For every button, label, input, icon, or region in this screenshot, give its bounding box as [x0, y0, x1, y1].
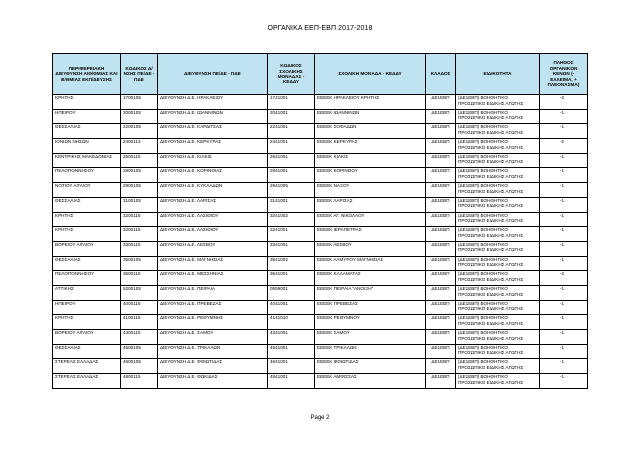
cell-specialty: [456, 344, 540, 359]
cell-directorate: ΔΙΕΥΘΥΝΣΗ Δ.Ε. ΛΑΣΙΘΙΟΥ: [158, 227, 268, 242]
specialty-line-1: (ΔΕ1ΕΒΠ) ΒΟΗΘΗΤΙΚΟ: [458, 124, 508, 130]
cell-directorate: ΔΙΕΥΘΥΝΣΗ Δ.Ε. ΦΩΚΙΔΑΣ: [158, 374, 268, 389]
cell-vacancies: -1: [540, 374, 588, 389]
cell-dir-code: 2400113: [121, 139, 158, 154]
cell-specialty: [456, 271, 540, 286]
cell-vacancies: -1: [540, 315, 588, 330]
table-row: [53, 271, 588, 286]
cell-vacancies: -1: [540, 256, 588, 271]
cell-directorate: ΔΙΕΥΘΥΝΣΗ Δ.Ε. ΣΑΜΟΥ: [158, 330, 268, 345]
specialty-line-2: ΠΡΟΣΩΠΙΚΟ ΕΙΔΙΚΗΣ ΑΓΩΓΗΣ: [458, 218, 524, 224]
cell-school: ΕΕΕΕΚ ΠΕΙΡΑΙΑ "ΑΝΟΙΞΗ": [315, 285, 426, 300]
cell-specialty: [456, 109, 540, 124]
cell-vacancies: -1: [540, 168, 588, 183]
specialty-line-1: (ΔΕ1ΕΒΠ) ΒΟΗΘΗΤΙΚΟ: [458, 212, 508, 218]
specialty-line-2: ΠΡΟΣΩΠΙΚΟ ΕΙΔΙΚΗΣ ΑΓΩΓΗΣ: [458, 335, 524, 341]
cell-dir-code: 3600115: [121, 271, 158, 286]
specialty-line-1: (ΔΕ1ΕΒΠ) ΒΟΗΘΗΤΙΚΟ: [458, 330, 508, 335]
cell-directorate: ΔΙΕΥΘΥΝΣΗ Δ.Ε. ΚΕΡΚΥΡΑΣ: [158, 139, 268, 154]
cell-dir-code: 4100115: [121, 315, 158, 330]
specialty-line-2: ΠΡΟΣΩΠΙΚΟ ΕΙΔΙΚΗΣ ΑΓΩΓΗΣ: [458, 174, 524, 180]
table-header: [53, 54, 588, 95]
cell-vacancies: -1: [540, 183, 588, 198]
specialty-line-1: (ΔΕ1ΕΒΠ) ΒΟΗΘΗΤΙΚΟ: [458, 271, 508, 277]
cell-directorate: ΔΙΕΥΘΥΝΣΗ Δ.Ε. ΗΡΑΚΛΕΙΟΥ: [158, 95, 268, 110]
header-school: ΣΧΟΛΙΚΗ ΜΟΝΑΔΑ - ΚΕΔΔΥ: [315, 54, 426, 95]
cell-dir-code: 2200105: [121, 124, 158, 139]
cell-dir-code: 3500105: [121, 256, 158, 271]
cell-branch: ΔΕ1ΕΒΠ: [426, 124, 456, 139]
cell-school: ΕΕΕΕΚ ΑΓ. ΝΙΚΟΛΑΟΥ: [315, 212, 426, 227]
cell-directorate: ΔΙΕΥΘΥΝΣΗ Δ.Ε. ΛΑΣΙΘΙΟΥ: [158, 212, 268, 227]
table-row: [53, 168, 588, 183]
cell-school: ΕΕΕΕΚ ΡΕΘΥΜΝΟΥ: [315, 315, 426, 330]
cell-school-code: 2441001: [268, 139, 315, 154]
cell-region: ΙΟΝΙΩΝ ΝΗΣΩΝ: [53, 139, 121, 154]
specialty-line-1: (ΔΕ1ΕΒΠ) ΒΟΗΘΗΤΙΚΟ: [458, 256, 508, 262]
specialty-line-2: ΠΡΟΣΩΠΙΚΟ ΕΙΔΙΚΗΣ ΑΓΩΓΗΣ: [458, 203, 524, 209]
specialty-line-1: (ΔΕ1ΕΒΠ) ΒΟΗΘΗΤΙΚΟ: [458, 344, 508, 350]
cell-specialty: [456, 374, 540, 389]
cell-school: ΕΕΕΕΚ ΚΑΛΑΜΑΤΑΣ: [315, 271, 426, 286]
specialty-line-2: ΠΡΟΣΩΠΙΚΟ ΕΙΔΙΚΗΣ ΑΓΩΓΗΣ: [458, 144, 524, 150]
specialty-line-2: ΠΡΟΣΩΠΙΚΟ ΕΙΔΙΚΗΣ ΑΓΩΓΗΣ: [458, 115, 524, 121]
cell-vacancies: -1: [540, 330, 588, 345]
cell-school: ΕΕΕΕΚ ΝΑΞΟΥ: [315, 183, 426, 198]
cell-branch: ΔΕ1ΕΒΠ: [426, 285, 456, 300]
cell-dir-code: 4000115: [121, 300, 158, 315]
cell-school: ΕΕΕΕΚ ΑΛΜΥΡΟΥ ΜΑΓΝΗΣΙΑΣ: [315, 256, 426, 271]
cell-region: ΚΡΗΤΗΣ: [53, 227, 121, 242]
cell-school-code: 4041001: [268, 300, 315, 315]
cell-dir-code: 3200115: [121, 227, 158, 242]
table-row: [53, 109, 588, 124]
header-directorate: ΔΙΕΥΘΥΝΣΗ ΠΕ/ΔΕ - ΠΔΕ: [158, 54, 268, 95]
cell-vacancies: -2: [540, 271, 588, 286]
cell-school: ΕΕΕΕΚ ΦΘΙΩΤΙΔΑΣ: [315, 359, 426, 374]
cell-specialty: [456, 300, 540, 315]
cell-school-code: 4141010: [268, 315, 315, 330]
cell-school-code: 4641001: [268, 359, 315, 374]
cell-school: ΕΕΕΕΚ ΤΡΙΚΑΛΩΝ: [315, 344, 426, 359]
table-row: [53, 330, 588, 345]
specialty-line-2: ΠΡΟΣΩΠΙΚΟ ΕΙΔΙΚΗΣ ΑΓΩΓΗΣ: [458, 129, 524, 135]
cell-directorate: ΔΙΕΥΘΥΝΣΗ Δ.Ε. ΠΕΙΡΑΙΑ: [158, 285, 268, 300]
specialty-line-1: (ΔΕ1ΕΒΠ) ΒΟΗΘΗΤΙΚΟ: [458, 183, 508, 189]
cell-region: ΝΟΤΙΟΥ ΑΙΓΑΙΟΥ: [53, 183, 121, 198]
cell-specialty: [456, 285, 540, 300]
cell-region: ΠΕΛΟΠΟΝΝΗΣΟΥ: [53, 168, 121, 183]
cell-school-code: 2941005: [268, 183, 315, 198]
cell-vacancies: -1: [540, 241, 588, 256]
cell-branch: ΔΕ1ΕΒΠ: [426, 95, 456, 110]
specialty-line-2: ΠΡΟΣΩΠΙΚΟ ΕΙΔΙΚΗΣ ΑΓΩΓΗΣ: [458, 159, 524, 165]
cell-directorate: ΔΙΕΥΘΥΝΣΗ Δ.Ε. ΜΑΓΝΗΣΙΑΣ: [158, 256, 268, 271]
cell-school-code: 2641001: [268, 153, 315, 168]
cell-school-code: 3641001: [268, 271, 315, 286]
cell-directorate: ΔΙΕΥΘΥΝΣΗ Δ.Ε. ΚΥΚΛΑΔΩΝ: [158, 183, 268, 198]
cell-school: ΕΕΕΕΚ ΙΕΡΑΠΕΤΡΑΣ: [315, 227, 426, 242]
cell-branch: ΔΕ1ΕΒΠ: [426, 153, 456, 168]
cell-specialty: [456, 168, 540, 183]
cell-region: ΑΤΤΙΚΗΣ: [53, 285, 121, 300]
cell-region: ΒΟΡΕΙΟΥ ΑΙΓΑΙΟΥ: [53, 330, 121, 345]
vacancies-table: [52, 53, 588, 389]
cell-school-code: 2041001: [268, 109, 315, 124]
specialty-line-2: ΠΡΟΣΩΠΙΚΟ ΕΙΔΙΚΗΣ ΑΓΩΓΗΣ: [458, 188, 524, 194]
specialty-line-2: ΠΡΟΣΩΠΙΚΟ ΕΙΔΙΚΗΣ ΑΓΩΓΗΣ: [458, 100, 524, 106]
cell-specialty: [456, 227, 540, 242]
cell-school: ΕΕΕΕΚ ΙΩΑΝΝΙΝΩΝ: [315, 109, 426, 124]
specialty-line-2: ΠΡΟΣΩΠΙΚΟ ΕΙΔΙΚΗΣ ΑΓΩΓΗΣ: [458, 276, 524, 282]
cell-branch: ΔΕ1ΕΒΠ: [426, 227, 456, 242]
table-row: [53, 183, 588, 198]
cell-region: ΗΠΕΙΡΟΥ: [53, 300, 121, 315]
specialty-line-1: (ΔΕ1ΕΒΠ) ΒΟΗΘΗΤΙΚΟ: [458, 95, 508, 100]
cell-dir-code: 4800115: [121, 374, 158, 389]
cell-specialty: [456, 212, 540, 227]
table-row: [53, 212, 588, 227]
cell-directorate: ΔΙΕΥΘΥΝΣΗ Δ.Ε. ΚΟΡΙΝΘΙΑΣ: [158, 168, 268, 183]
table-row: [53, 300, 588, 315]
cell-region: ΘΕΣΣΑΛΙΑΣ: [53, 124, 121, 139]
cell-school-code: 3241001: [268, 227, 315, 242]
cell-dir-code: 3100105: [121, 197, 158, 212]
cell-directorate: ΔΙΕΥΘΥΝΣΗ Δ.Ε. ΤΡΙΚΑΛΩΝ: [158, 344, 268, 359]
cell-school-code: 4341001: [268, 330, 315, 345]
cell-dir-code: 1700105: [121, 95, 158, 110]
table-row: [53, 227, 588, 242]
specialty-line-1: (ΔΕ1ΕΒΠ) ΒΟΗΘΗΤΙΚΟ: [458, 315, 508, 321]
cell-dir-code: 3300115: [121, 241, 158, 256]
header-branch: ΚΛΑΔΟΣ: [426, 54, 456, 95]
cell-directorate: ΔΙΕΥΘΥΝΣΗ Δ.Ε. ΛΑΡΙΣΑΣ: [158, 197, 268, 212]
specialty-line-1: (ΔΕ1ΕΒΠ) ΒΟΗΘΗΤΙΚΟ: [458, 300, 508, 306]
cell-school-code: 4841001: [268, 374, 315, 389]
cell-school: ΕΕΕΕΚ ΣΟΦΑΔΩΝ: [315, 124, 426, 139]
cell-specialty: [456, 153, 540, 168]
cell-branch: ΔΕ1ΕΒΠ: [426, 212, 456, 227]
specialty-line-2: ΠΡΟΣΩΠΙΚΟ ΕΙΔΙΚΗΣ ΑΓΩΓΗΣ: [458, 364, 524, 370]
cell-school: ΕΕΕΕΚ ΗΡΑΚΛΕΙΟΥ ΚΡΗΤΗΣ: [315, 95, 426, 110]
cell-specialty: [456, 359, 540, 374]
cell-directorate: ΔΙΕΥΘΥΝΣΗ Δ.Ε. ΚΑΡΔΙΤΣΑΣ: [158, 124, 268, 139]
cell-region: ΚΡΗΤΗΣ: [53, 95, 121, 110]
table-row: [53, 344, 588, 359]
table-row: [53, 285, 588, 300]
specialty-line-2: ΠΡΟΣΩΠΙΚΟ ΕΙΔΙΚΗΣ ΑΓΩΓΗΣ: [458, 232, 524, 238]
cell-school-code: 2841001: [268, 168, 315, 183]
cell-vacancies: -1: [540, 109, 588, 124]
cell-branch: ΔΕ1ΕΒΠ: [426, 109, 456, 124]
cell-specialty: [456, 256, 540, 271]
cell-region: ΣΤΕΡΕΑΣ ΕΛΛΑΔΑΣ: [53, 359, 121, 374]
cell-dir-code: 4600105: [121, 359, 158, 374]
cell-region: ΣΤΕΡΕΑΣ ΕΛΛΑΔΑΣ: [53, 374, 121, 389]
page-number: Page 2: [310, 415, 330, 421]
table-row: [53, 315, 588, 330]
cell-directorate: ΔΙΕΥΘΥΝΣΗ Δ.Ε. ΙΩΑΝΝΙΝΩΝ: [158, 109, 268, 124]
cell-school: ΕΕΕΕΚ ΚΟΡΙΝΘΟΥ: [315, 168, 426, 183]
cell-specialty: [456, 330, 540, 345]
specialty-line-2: ΠΡΟΣΩΠΙΚΟ ΕΙΔΙΚΗΣ ΑΓΩΓΗΣ: [458, 262, 524, 268]
specialty-line-2: ΠΡΟΣΩΠΙΚΟ ΕΙΔΙΚΗΣ ΑΓΩΓΗΣ: [458, 291, 524, 297]
cell-directorate: ΔΙΕΥΘΥΝΣΗ Δ.Ε. ΦΘΙΩΤΙΔΑΣ: [158, 359, 268, 374]
cell-dir-code: 5200105: [121, 285, 158, 300]
table-row: [53, 139, 588, 154]
cell-region: ΠΕΛΟΠΟΝΝΗΣΟΥ: [53, 271, 121, 286]
cell-dir-code: 2000105: [121, 109, 158, 124]
table-row: [53, 241, 588, 256]
specialty-line-1: (ΔΕ1ΕΒΠ) ΒΟΗΘΗΤΙΚΟ: [458, 197, 508, 203]
cell-specialty: [456, 95, 540, 110]
cell-branch: ΔΕ1ΕΒΠ: [426, 271, 456, 286]
specialty-line-1: (ΔΕ1ΕΒΠ) ΒΟΗΘΗΤΙΚΟ: [458, 227, 508, 233]
cell-vacancies: -1: [540, 359, 588, 374]
cell-dir-code: 2800105: [121, 168, 158, 183]
cell-school-code: 0559001: [268, 285, 315, 300]
cell-branch: ΔΕ1ΕΒΠ: [426, 197, 456, 212]
cell-school: ΕΕΕΕΚ ΚΙΛΚΙΣ: [315, 153, 426, 168]
cell-directorate: ΔΙΕΥΘΥΝΣΗ Δ.Ε. ΠΡΕΒΕΖΑΣ: [158, 300, 268, 315]
cell-school-code: 3241002: [268, 212, 315, 227]
cell-specialty: [456, 124, 540, 139]
specialty-line-1: (ΔΕ1ΕΒΠ) ΒΟΗΘΗΤΙΚΟ: [458, 139, 508, 145]
cell-branch: ΔΕ1ΕΒΠ: [426, 139, 456, 154]
cell-branch: ΔΕ1ΕΒΠ: [426, 183, 456, 198]
cell-specialty: [456, 183, 540, 198]
cell-region: ΒΟΡΕΙΟΥ ΑΙΓΑΙΟΥ: [53, 241, 121, 256]
cell-region: ΘΕΣΣΑΛΙΑΣ: [53, 344, 121, 359]
header-vacancies: ΠΛΗΘΟΣ ΟΡΓΑΝΙΚΩΝ ΚΕΝΩΝ (- ΕΛΛΕΙΜΑ, + ΠΛΕΟΝΑΣΜΑ): [540, 54, 588, 95]
cell-vacancies: -1: [540, 124, 588, 139]
header-school-code: ΚΩΔΙΚΟΣ ΣΧΟΛΙΚΗΣ ΜΟΝΑΔΑΣ - ΚΕΔΔΥ: [268, 54, 315, 95]
table-row: [53, 95, 588, 110]
cell-branch: ΔΕ1ΕΒΠ: [426, 168, 456, 183]
cell-region: ΚΡΗΤΗΣ: [53, 315, 121, 330]
specialty-line-2: ΠΡΟΣΩΠΙΚΟ ΕΙΔΙΚΗΣ ΑΓΩΓΗΣ: [458, 247, 524, 253]
cell-vacancies: -1: [540, 212, 588, 227]
cell-vacancies: -1: [540, 300, 588, 315]
header-specialty: ΕΙΔΙΚΟΤΗΤΑ: [456, 54, 540, 95]
specialty-line-1: (ΔΕ1ΕΒΠ) ΒΟΗΘΗΤΙΚΟ: [458, 374, 508, 380]
cell-school: ΕΕΕΕΚ ΛΕΣΒΟΥ: [315, 241, 426, 256]
header-dir-code: ΚΩΔΙΚΟΣ Δ/ΝΣΗΣ ΠΕ/ΔΕ - ΠΔΕ: [121, 54, 158, 95]
cell-directorate: ΔΙΕΥΘΥΝΣΗ Δ.Ε. ΚΙΛΚΙΣ: [158, 153, 268, 168]
specialty-line-2: ΠΡΟΣΩΠΙΚΟ ΕΙΔΙΚΗΣ ΑΓΩΓΗΣ: [458, 350, 524, 356]
cell-dir-code: 2600115: [121, 153, 158, 168]
specialty-line-1: (ΔΕ1ΕΒΠ) ΒΟΗΘΗΤΙΚΟ: [458, 285, 508, 291]
cell-branch: ΔΕ1ΕΒΠ: [426, 315, 456, 330]
cell-school-code: 4541001: [268, 344, 315, 359]
cell-region: ΚΡΗΤΗΣ: [53, 212, 121, 227]
cell-region: ΚΕΝΤΡΙΚΗΣ ΜΑΚΕΔΟΝΙΑΣ: [53, 153, 121, 168]
cell-vacancies: -1: [540, 285, 588, 300]
cell-region: ΘΕΣΣΑΛΙΑΣ: [53, 256, 121, 271]
cell-directorate: ΔΙΕΥΘΥΝΣΗ Δ.Ε. ΛΕΣΒΟΥ: [158, 241, 268, 256]
cell-school-code: 2241001: [268, 124, 315, 139]
cell-branch: ΔΕ1ΕΒΠ: [426, 300, 456, 315]
cell-school: ΕΕΕΕΚ ΠΡΕΒΕΖΑΣ: [315, 300, 426, 315]
specialty-line-2: ΠΡΟΣΩΠΙΚΟ ΕΙΔΙΚΗΣ ΑΓΩΓΗΣ: [458, 379, 524, 385]
table-row: [53, 153, 588, 168]
table-row: [53, 359, 588, 374]
cell-branch: ΔΕ1ΕΒΠ: [426, 256, 456, 271]
cell-vacancies: -1: [540, 153, 588, 168]
cell-school: ΕΕΕΕΚ ΚΕΡΚΥΡΑΣ: [315, 139, 426, 154]
cell-vacancies: -1: [540, 344, 588, 359]
table-row: [53, 124, 588, 139]
cell-school-code: 3541002: [268, 256, 315, 271]
specialty-line-1: (ΔΕ1ΕΒΠ) ΒΟΗΘΗΤΙΚΟ: [458, 109, 508, 115]
cell-directorate: ΔΙΕΥΘΥΝΣΗ Δ.Ε. ΡΕΘΥΜΝΗΣ: [158, 315, 268, 330]
cell-branch: ΔΕ1ΕΒΠ: [426, 330, 456, 345]
cell-branch: ΔΕ1ΕΒΠ: [426, 374, 456, 389]
cell-specialty: [456, 139, 540, 154]
specialty-line-1: (ΔΕ1ΕΒΠ) ΒΟΗΘΗΤΙΚΟ: [458, 153, 508, 159]
cell-region: ΗΠΕΙΡΟΥ: [53, 109, 121, 124]
specialty-line-2: ΠΡΟΣΩΠΙΚΟ ΕΙΔΙΚΗΣ ΑΓΩΓΗΣ: [458, 306, 524, 312]
table-body: [53, 95, 588, 389]
cell-dir-code: 4300115: [121, 330, 158, 345]
table-row: [53, 197, 588, 212]
cell-vacancies: -1: [540, 227, 588, 242]
cell-branch: ΔΕ1ΕΒΠ: [426, 359, 456, 374]
cell-dir-code: 3200115: [121, 212, 158, 227]
cell-school-code: 3341001: [268, 241, 315, 256]
cell-branch: ΔΕ1ΕΒΠ: [426, 241, 456, 256]
document-title: ΟΡΓΑΝΙΚΑ ΕΕΠ-ΕΒΠ 2017-2018: [267, 25, 373, 32]
cell-school-code: 1741001: [268, 95, 315, 110]
cell-region: ΘΕΣΣΑΛΙΑΣ: [53, 197, 121, 212]
cell-dir-code: 4500105: [121, 344, 158, 359]
cell-specialty: [456, 197, 540, 212]
table-row: [53, 256, 588, 271]
header-region: ΠΕΡΙΦΕΡΕΙΑΚΗ ΔΙΕΥΘΥΝΣΗ ΑΙΘ/ΘΜΙΑΣ ΚΑΙ Β/ΘΜΙΑΣ ΕΚΠ/ΔΕΥΣΗΣ: [53, 54, 121, 95]
specialty-line-1: (ΔΕ1ΕΒΠ) ΒΟΗΘΗΤΙΚΟ: [458, 168, 508, 174]
cell-school-code: 3141001: [268, 197, 315, 212]
cell-specialty: [456, 315, 540, 330]
cell-school: ΕΕΕΕΚ ΛΑΡΙΣΑΣ: [315, 197, 426, 212]
cell-directorate: ΔΙΕΥΘΥΝΣΗ Δ.Ε. ΜΕΣΣΗΝΙΑΣ: [158, 271, 268, 286]
cell-vacancies: -1: [540, 197, 588, 212]
cell-dir-code: 2900105: [121, 183, 158, 198]
cell-school: ΕΕΕΕΚ ΣΑΜΟΥ: [315, 330, 426, 345]
specialty-line-2: ΠΡΟΣΩΠΙΚΟ ΕΙΔΙΚΗΣ ΑΓΩΓΗΣ: [458, 320, 524, 326]
specialty-line-1: (ΔΕ1ΕΒΠ) ΒΟΗΘΗΤΙΚΟ: [458, 359, 508, 365]
cell-vacancies: -2: [540, 139, 588, 154]
specialty-line-1: (ΔΕ1ΕΒΠ) ΒΟΗΘΗΤΙΚΟ: [458, 241, 508, 247]
cell-specialty: [456, 241, 540, 256]
table-row: [53, 374, 588, 389]
cell-school: ΕΕΕΕΚ ΑΜΦΙΣΣΑΣ: [315, 374, 426, 389]
cell-branch: ΔΕ1ΕΒΠ: [426, 344, 456, 359]
cell-vacancies: -2: [540, 95, 588, 110]
